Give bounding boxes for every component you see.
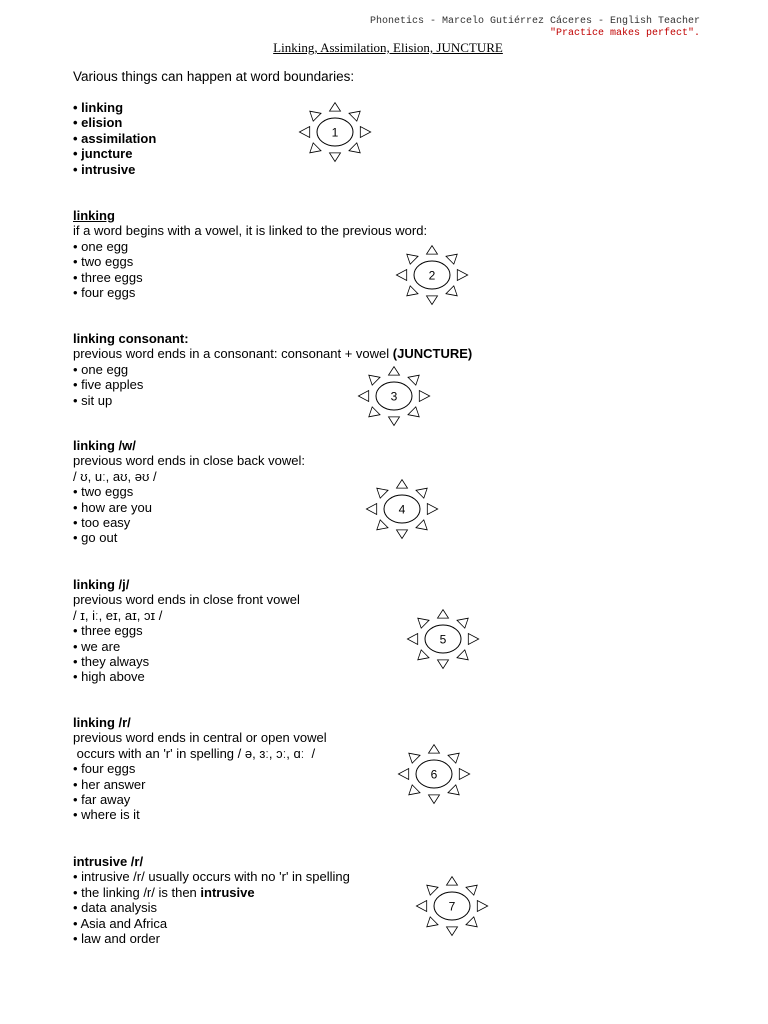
sun-ray (446, 254, 457, 264)
section-line: • we are (73, 638, 121, 654)
sun-ray (396, 270, 406, 281)
section-line: • one egg (73, 361, 129, 377)
section-line: / ʊ, uː, aʊ, əʊ / (73, 468, 157, 484)
section-heading: linking /w/ (73, 438, 136, 453)
sun-ray (427, 917, 438, 927)
topic-item: • juncture (73, 146, 133, 162)
sun-number: 4 (398, 502, 406, 517)
sun-ray (369, 375, 380, 385)
sun-ray (418, 650, 429, 660)
section-line: • two eggs (73, 484, 134, 500)
sun-ray (407, 286, 418, 296)
sun-ray (446, 286, 457, 296)
sun-ray (477, 901, 487, 912)
sun-ray (408, 375, 419, 385)
section-line: • one egg (73, 238, 129, 254)
section-heading: linking consonant: (73, 331, 189, 346)
section-line: • they always (73, 654, 150, 670)
sun-ray (416, 520, 427, 530)
sun-icon (412, 874, 492, 938)
sun-ray (448, 785, 459, 795)
sun-ray (427, 246, 438, 255)
sun-ray (409, 785, 420, 795)
section-intrusive-r (73, 854, 350, 946)
section-line: • three eggs (73, 623, 143, 639)
sun-ray (418, 618, 429, 628)
section-heading: linking /r/ (73, 715, 131, 730)
section-line-bold: (JUNCTURE) (392, 346, 473, 362)
sun-ray (427, 885, 438, 895)
section-line: • two eggs (73, 254, 134, 270)
sun-ray (389, 367, 400, 376)
section-line: • her answer (73, 776, 146, 792)
sun-icon (354, 364, 434, 428)
section-heading: intrusive /r/ (73, 854, 144, 869)
sun-ray (366, 504, 376, 515)
section-linking-w (73, 438, 305, 546)
sun-ray (457, 270, 467, 281)
topic-item: • linking (73, 100, 124, 115)
sun-icon (295, 100, 375, 164)
section-line: • too easy (73, 515, 131, 531)
sun-number: 2 (428, 268, 436, 283)
section-line: previous word ends in close front vowel (73, 592, 300, 608)
sun-ray (330, 103, 341, 112)
section-line: • sit up (73, 392, 113, 408)
section-line: / ɪ, iː, eɪ, aɪ, ɔɪ / (73, 607, 163, 623)
sun-ray (407, 254, 418, 264)
section-line: • high above (73, 669, 145, 685)
section-line: • four eggs (73, 285, 136, 301)
sun-ray (416, 901, 426, 912)
sun-ray (299, 127, 309, 138)
sun-ray (429, 745, 440, 754)
section-line: • intrusive /r/ usually occurs with no 'r' in spelling (73, 869, 350, 885)
section-line: • four eggs (73, 761, 136, 777)
section-line: • law and order (73, 931, 160, 947)
sun-ray (330, 153, 341, 162)
sun-ray (389, 417, 400, 426)
section-line: • five apples (73, 377, 144, 393)
sun-icon (394, 742, 474, 806)
sun-ray (429, 795, 440, 804)
sun-ray (349, 111, 360, 121)
sun-ray (466, 885, 477, 895)
sun-ray (459, 769, 469, 780)
section-heading: linking (73, 208, 115, 223)
sun-ray (468, 634, 478, 645)
sun-ray (310, 143, 321, 153)
section-line: • data analysis (73, 900, 158, 916)
sun-ray (438, 610, 449, 619)
sun-ray (408, 407, 419, 417)
sun-ray (310, 111, 321, 121)
topic-list (73, 100, 156, 177)
topic-item: • intrusive (73, 161, 136, 177)
section-line-bold: intrusive (200, 884, 255, 900)
section-line: • Asia and Africa (73, 915, 168, 931)
section-heading: linking /j/ (73, 577, 130, 592)
topic-item: • assimilation (73, 130, 157, 146)
sun-ray (448, 753, 459, 763)
sun-icon (392, 243, 472, 307)
section-line: • far away (73, 792, 131, 808)
section-line: • three eggs (73, 269, 143, 285)
intro-text: Various things can happen at word boundaries: (73, 69, 355, 84)
document-title: Linking, Assimilation, Elision, JUNCTURE (273, 40, 503, 55)
sun-number: 5 (439, 632, 447, 647)
sun-number: 3 (390, 389, 398, 404)
sun-ray (369, 407, 380, 417)
sun-icon (403, 607, 483, 671)
section-line: • where is it (73, 807, 140, 823)
sun-ray (397, 530, 408, 539)
sun-ray (447, 877, 458, 886)
sun-icon (362, 477, 442, 541)
sun-number: 7 (448, 899, 456, 914)
section-line (73, 346, 472, 361)
section-linking-r (73, 715, 327, 823)
sun-ray (416, 488, 427, 498)
section-line: previous word ends in close back vowel: (73, 453, 305, 469)
sun-ray (419, 391, 429, 402)
sun-number: 6 (430, 767, 438, 782)
section-line: if a word begins with a vowel, it is linked to the previous word: (73, 223, 428, 239)
header-author-line: Phonetics - Marcelo Gutiérrez Cáceres - English Teacher (369, 16, 700, 27)
sun-ray (438, 660, 449, 669)
sun-ray (377, 520, 388, 530)
section-linking (73, 208, 427, 300)
sun-ray (427, 296, 438, 305)
sun-ray (466, 917, 477, 927)
sun-ray (457, 650, 468, 660)
header-motto-line: "Practice makes perfect". (549, 28, 700, 39)
sun-ray (358, 391, 368, 402)
section-linking-j (73, 577, 300, 685)
section-line: • go out (73, 530, 118, 546)
sun-ray (409, 753, 420, 763)
sun-ray (407, 634, 417, 645)
sun-ray (427, 504, 437, 515)
section-line: previous word ends in central or open vowel (73, 730, 327, 746)
sun-ray (360, 127, 370, 138)
sun-ray (377, 488, 388, 498)
topic-item: • elision (73, 115, 123, 131)
sun-ray (398, 769, 408, 780)
sun-ray (397, 480, 408, 489)
section-line: occurs with an 'r' in spelling / ə, ɜː, ɔː, ɑː / (73, 745, 316, 761)
sun-ray (349, 143, 360, 153)
section-line-text: previous word ends in a consonant: consonant + vowel (73, 346, 393, 362)
section-line: • how are you (73, 499, 152, 515)
sun-ray (457, 618, 468, 628)
sun-ray (447, 927, 458, 936)
sun-number: 1 (331, 125, 339, 140)
section-line (73, 885, 350, 900)
section-line-text: • the linking /r/ is then (73, 884, 201, 900)
